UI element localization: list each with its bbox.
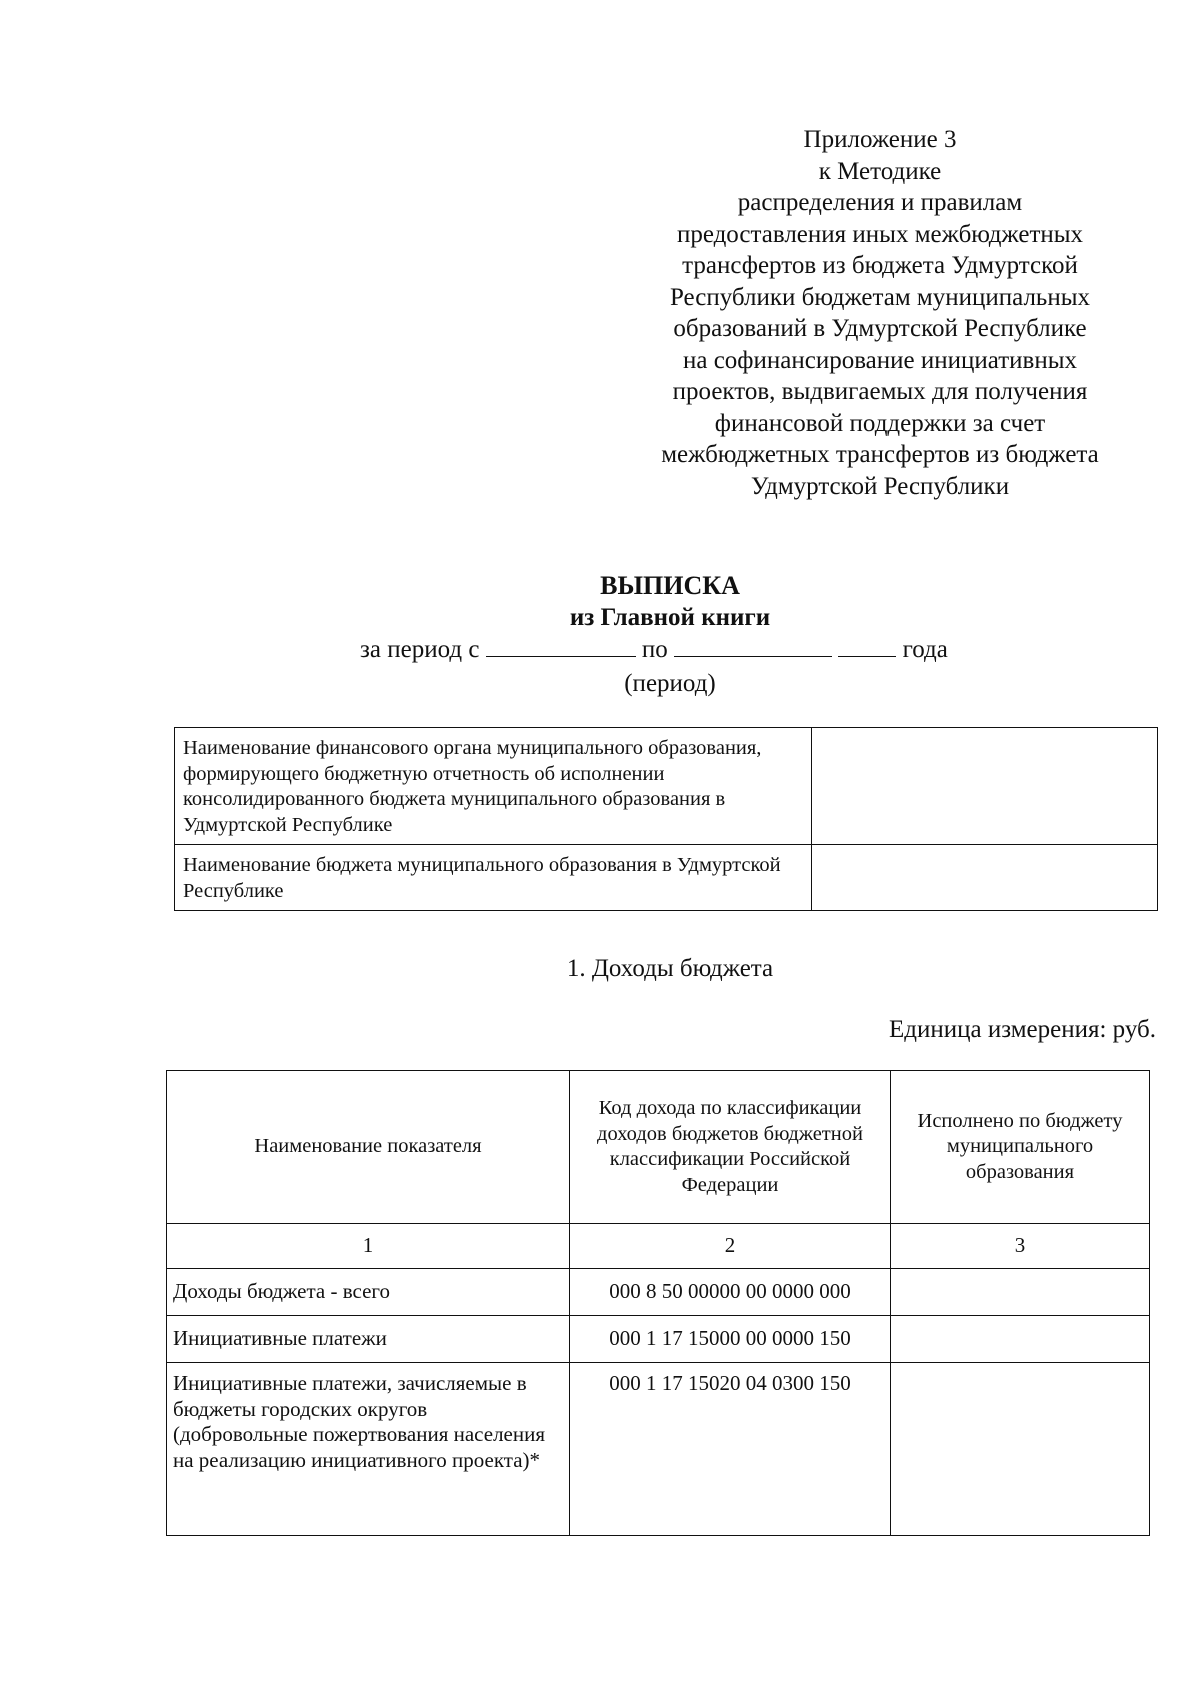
- table-header-row: [167, 1071, 1150, 1224]
- row-value-field[interactable]: [891, 1316, 1150, 1363]
- info-value-field[interactable]: [812, 845, 1158, 911]
- column-number: 3: [891, 1224, 1150, 1269]
- column-number: 2: [570, 1224, 891, 1269]
- appendix-line: распределения и правилам: [737, 189, 1023, 216]
- appendix-line: трансфертов из бюджета Удмуртской: [682, 252, 1078, 279]
- period-prefix: за период с: [360, 636, 480, 663]
- info-row: [175, 845, 1158, 911]
- income-table: [166, 1070, 1150, 1536]
- row-code: 000 1 17 15020 04 0300 150: [570, 1363, 891, 1536]
- document-subtitle: из Главной книги: [569, 604, 771, 631]
- appendix-line: Республики бюджетам муниципальных: [669, 283, 1091, 311]
- appendix-note: [580, 124, 1180, 502]
- row-code: 000 8 50 00000 00 0000 000: [570, 1269, 891, 1316]
- row-code: 000 1 17 15000 00 0000 150: [570, 1316, 891, 1363]
- info-value-field[interactable]: [812, 728, 1158, 845]
- document-title: ВЫПИСКА: [600, 571, 740, 600]
- column-header: Исполнено по бюджету муниципального образования: [891, 1071, 1150, 1224]
- info-row: [175, 728, 1158, 845]
- row-name: Доходы бюджета - всего: [167, 1269, 570, 1316]
- appendix-line: межбюджетных трансфертов из бюджета: [661, 441, 1099, 468]
- info-label: Наименование бюджета муниципального образования в Удмуртской Республике: [175, 845, 812, 911]
- column-number: 1: [167, 1224, 570, 1269]
- period-caption: (период): [624, 670, 716, 697]
- column-header: Наименование показателя: [167, 1071, 570, 1224]
- table-row: [167, 1363, 1150, 1536]
- appendix-line: проектов, выдвигаемых для получения: [672, 378, 1088, 405]
- row-value-field[interactable]: [891, 1363, 1150, 1536]
- appendix-line: предоставления иных межбюджетных: [676, 220, 1084, 248]
- column-header: Код дохода по классификации доходов бюджетов бюджетной классификации Российской Федерации: [570, 1071, 891, 1224]
- period-year-field[interactable]: [838, 638, 896, 657]
- info-table: [174, 727, 1158, 911]
- row-name: Инициативные платежи, зачисляемые в бюджеты городских округов (добровольные пожертвования населения на реализацию инициативного проекта)*: [167, 1363, 570, 1536]
- appendix-line: Удмуртской Республики: [750, 472, 1010, 500]
- appendix-line: на софинансирование инициативных: [682, 346, 1078, 374]
- appendix-line: к Методике: [818, 157, 942, 185]
- period-to-field[interactable]: [674, 638, 832, 657]
- table-row: [167, 1269, 1150, 1316]
- period-middle: по: [641, 636, 668, 663]
- period-line: [360, 636, 948, 664]
- row-value-field[interactable]: [891, 1269, 1150, 1316]
- column-number-row: [167, 1224, 1150, 1269]
- appendix-line: финансовой поддержки за счет: [714, 409, 1046, 437]
- info-label: Наименование финансового органа муниципального образования, формирующего бюджетную отчетность об исполнении консолидированного бюджета муниципального образования в Удмуртской Республике: [175, 728, 812, 845]
- section-title: 1. Доходы бюджета: [566, 955, 774, 982]
- appendix-line: Приложение 3: [803, 126, 957, 153]
- period-suffix: года: [902, 636, 948, 663]
- row-name: Инициативные платежи: [167, 1316, 570, 1363]
- table-row: [167, 1316, 1150, 1363]
- period-from-field[interactable]: [486, 638, 636, 657]
- appendix-line: образований в Удмуртской Республике: [673, 315, 1087, 342]
- unit-label: Единица измерения: руб.: [888, 1016, 1156, 1043]
